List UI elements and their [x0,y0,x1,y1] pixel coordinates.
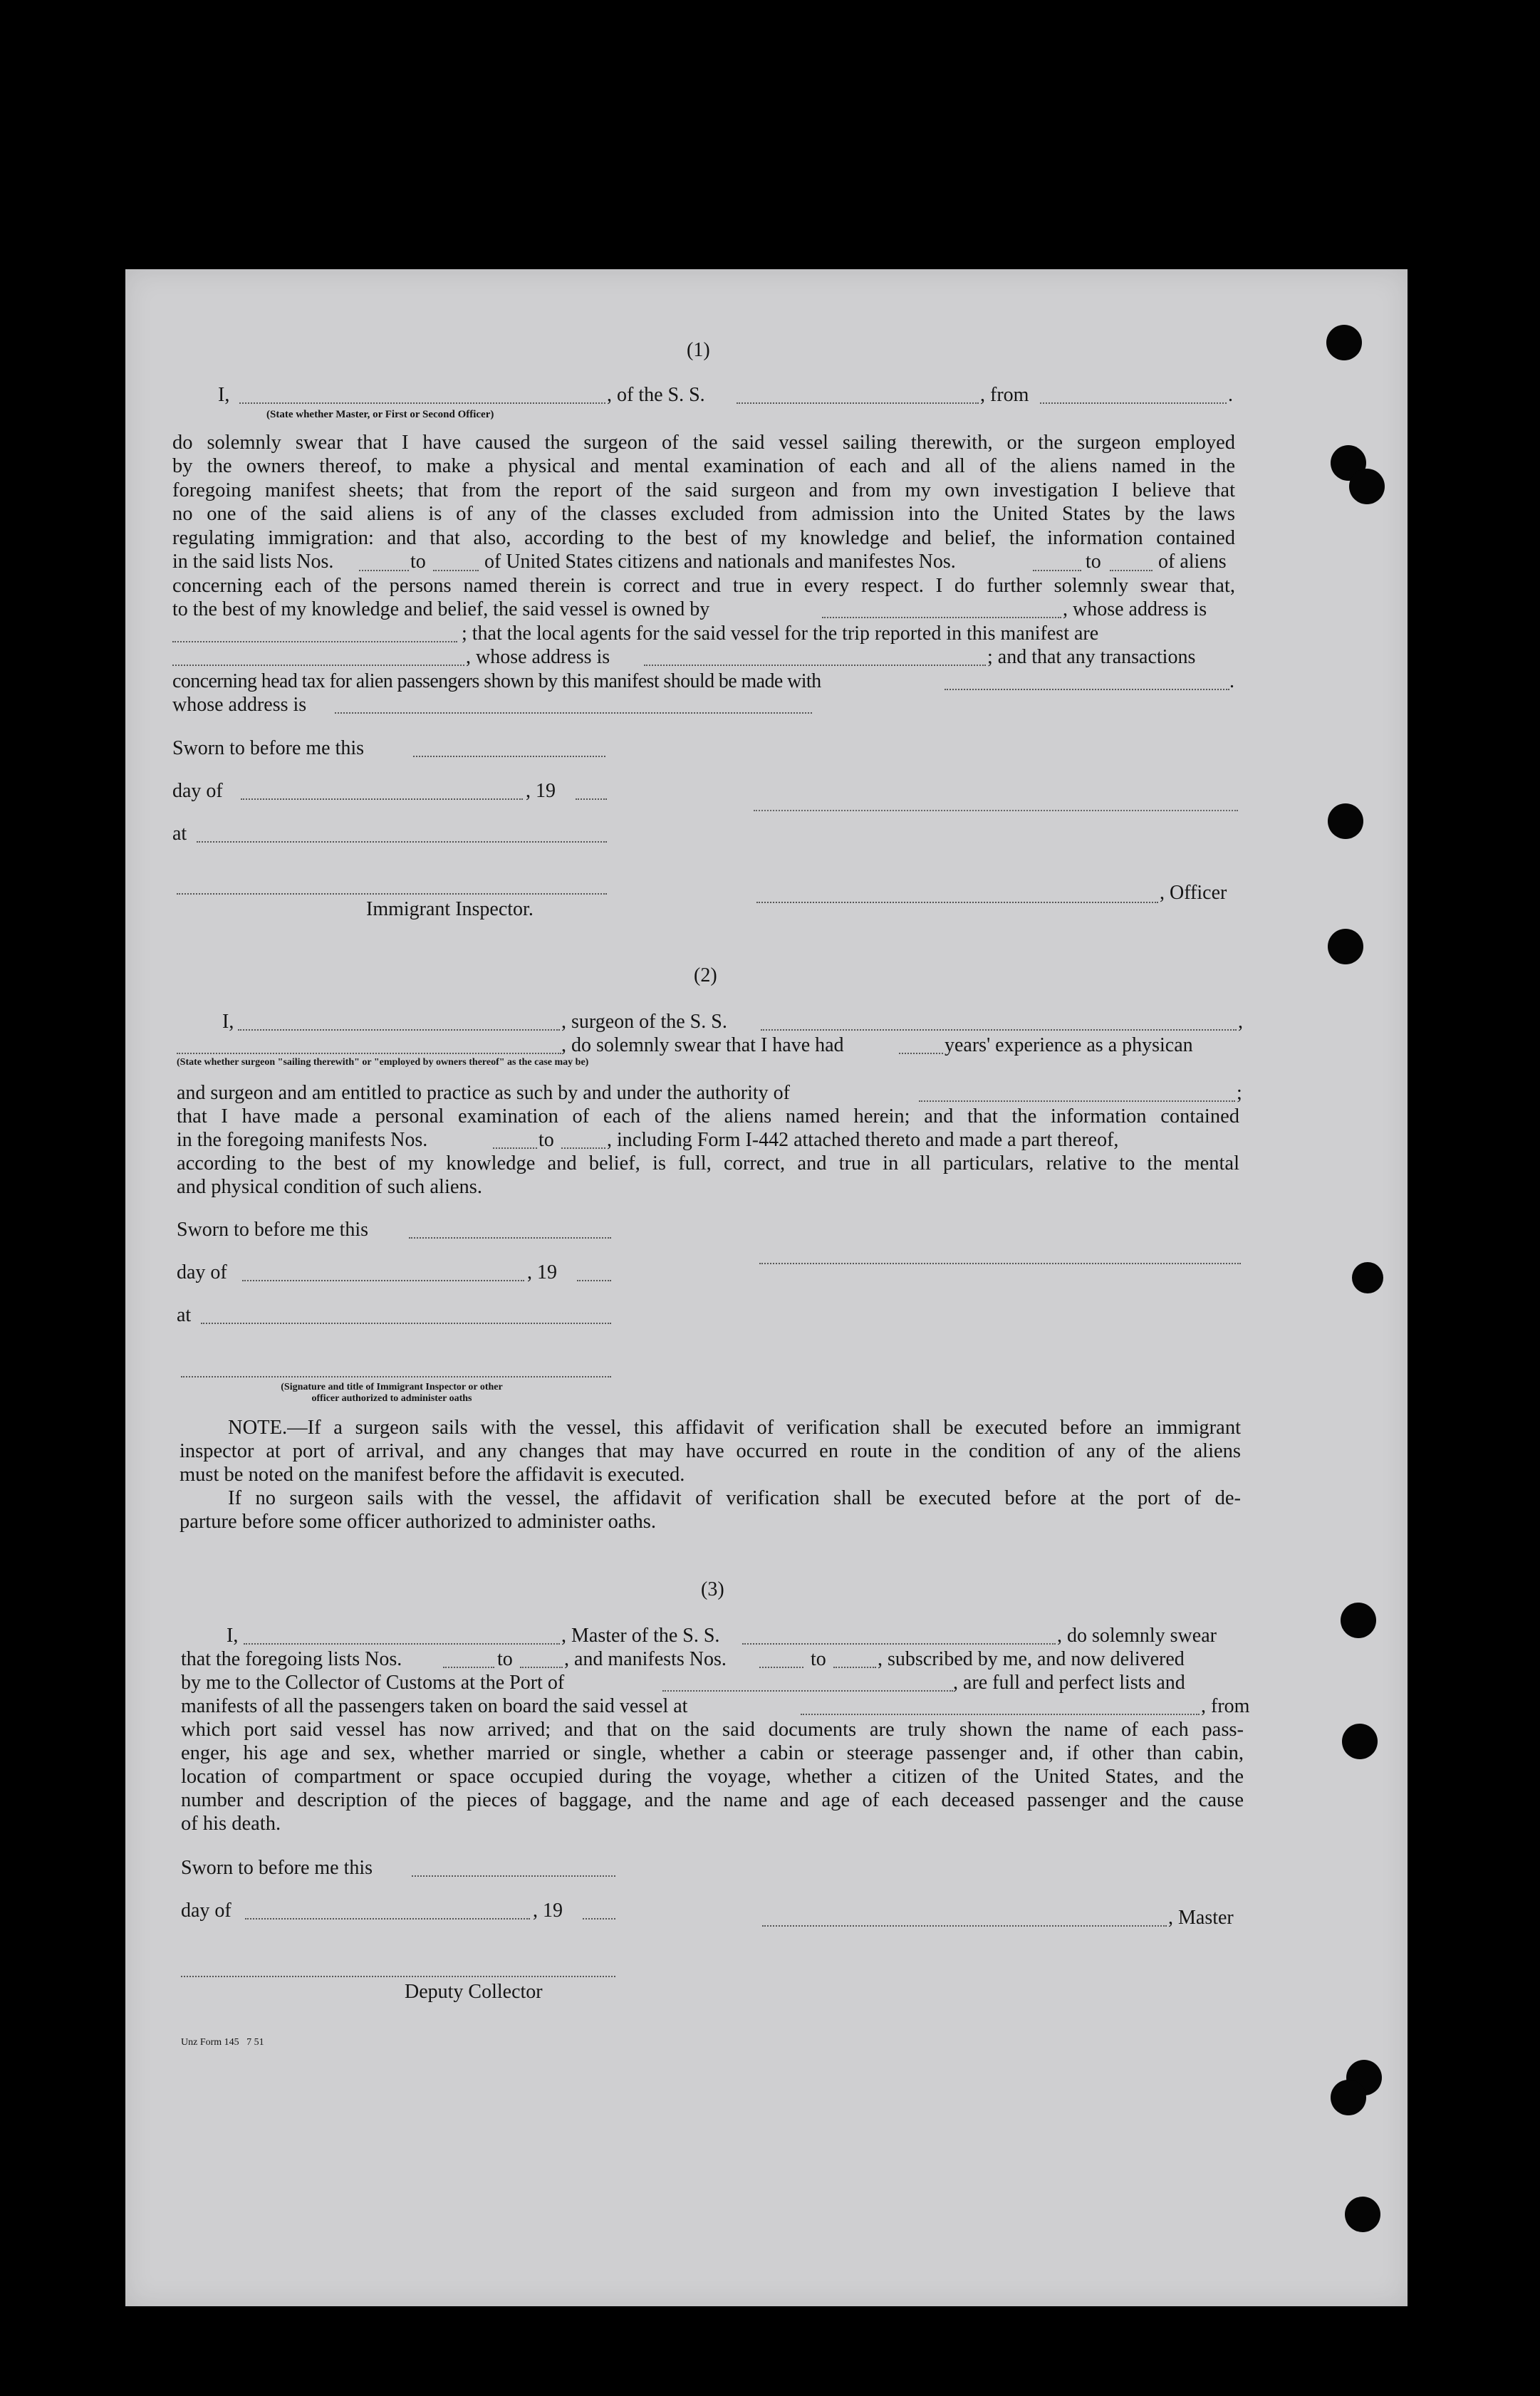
manifest-from-field[interactable] [759,1667,803,1668]
lists-text: in the said lists Nos. [172,551,334,573]
day-of-text: day of [181,1900,231,1922]
sworn-date-field[interactable] [412,1875,615,1877]
section-number: (1) [687,339,710,361]
inspector-signature-field[interactable] [181,1376,611,1377]
to-text: to [811,1648,826,1670]
citizens-text: of United States citizens and nationals and manifestes Nos. [484,551,956,573]
line-end: , [1238,1011,1243,1033]
from-port-field[interactable] [1040,402,1227,404]
oath-line: enger, his age and sex, whether married or single, whether a cabin or steerage passenger and, if other than cabin, [181,1742,1244,1764]
punch-hole [1331,2080,1366,2115]
address-text: whose address is [172,694,307,716]
section-number: (2) [694,964,717,986]
years-field[interactable] [899,1053,943,1054]
agents-field[interactable] [172,665,464,666]
collector-label: Deputy Collector [405,1981,543,2003]
oath-line: concerning each of the persons named therein is correct and true in every respect. I do further solemnly swear that, [172,575,1235,597]
address-text: , whose address is [466,646,610,668]
officer-label: , Officer [1160,882,1227,904]
oath-line: that I have made a personal examination of each of the aliens named herein; and that the information contained [177,1105,1239,1127]
manifests-text: in the foregoing manifests Nos. [177,1129,428,1151]
to-text: to [539,1129,554,1151]
section-number: (3) [701,1578,724,1600]
punch-hole [1342,1724,1378,1759]
signature-note-line: (Signature and title of Immigrant Inspector or other [281,1382,503,1392]
owner-field[interactable] [822,617,1061,618]
punch-hole [1326,325,1362,360]
master-signature-field[interactable] [762,1925,1167,1927]
year-text: , 19 [526,780,556,802]
authority-field[interactable] [919,1100,1235,1102]
punch-hole [1352,1262,1383,1293]
oath-opening: I, [222,1011,234,1033]
collector-signature-field[interactable] [181,1976,615,1977]
head-tax-field[interactable] [945,689,1229,690]
collector-text: by me to the Collector of Customs at the Port of [181,1672,565,1694]
sworn-text: Sworn to before me this [177,1219,369,1241]
note-line: parture before some officer authorized to administer oaths. [180,1511,656,1533]
signature-note [214,1382,570,1405]
swear-text: , do solemnly swear [1057,1625,1217,1647]
year-field[interactable] [583,1918,615,1920]
surgeon-type-field[interactable] [177,1053,561,1054]
sworn-text: Sworn to before me this [181,1857,373,1879]
punch-hole [1345,2197,1380,2232]
note-line: must be noted on the manifest before the affidavit is executed. [180,1464,685,1486]
day-of-text: day of [177,1261,227,1283]
oath-line: which port said vessel has now arrived; and that on the said documents are truly shown the name of each pass- [181,1719,1244,1741]
list-to-field[interactable] [433,570,479,571]
perfect-lists-text: , are full and perfect lists and [953,1672,1185,1694]
vessel-name-field[interactable] [742,1643,1056,1645]
to-text: to [410,551,426,573]
to-text: to [497,1648,513,1670]
agents-address-field[interactable] [644,665,986,666]
note-line: inspector at port of arrival, and any changes that may have occurred en route in the condition of any of the aliens [180,1440,1241,1462]
vessel-name-field[interactable] [737,402,979,404]
oath-line: of his death. [181,1813,281,1835]
surgeon-name-field[interactable] [238,1029,560,1031]
to-text: to [1086,551,1101,573]
at-field[interactable] [197,841,607,843]
line-end: . [1228,384,1233,406]
authority-text: and surgeon and am entitled to practice as such by and under the authority of [177,1082,790,1104]
at-text: at [172,823,187,845]
master-name-field[interactable] [244,1643,560,1645]
passengers-text: manifests of all the passengers taken on board the said vessel at [181,1695,688,1717]
aliens-text: of aliens [1158,551,1227,573]
lists-text: that the foregoing lists Nos. [181,1648,402,1670]
line-end: . [1229,670,1234,692]
punch-hole [1328,803,1363,839]
surgeon-type-note: (State whether surgeon "sailing therewith" or "employed by owners thereof" as the case may be) [177,1057,589,1068]
year-text: , 19 [527,1261,557,1283]
punch-hole [1349,469,1385,504]
oath-line: foregoing manifest sheets; that from the report of the said surgeon and from my own investigation I believe that [172,479,1235,501]
sworn-date-field[interactable] [413,756,605,757]
inspector-signature-field[interactable] [177,893,607,895]
oath-line: and physical condition of such aliens. [177,1176,482,1198]
manifest-to-field[interactable] [561,1147,605,1149]
owned-by-text: to the best of my knowledge and belief, the said vessel is owned by [172,598,710,620]
of-ss-text: , of the S. S. [607,384,705,406]
line-end: ; [1237,1082,1242,1104]
form-number: Unz Form 145 7 51 [181,2037,264,2048]
manifests-text: , and manifests Nos. [564,1648,727,1670]
surgeon-signature-field[interactable] [759,1263,1241,1264]
embark-port-field[interactable] [801,1714,1200,1715]
from-text: , from [980,384,1029,406]
oath-line: regulating immigration: and that also, according to the best of my knowledge and belief, the information contained [172,527,1235,549]
oath-opening: I, [218,384,230,406]
day-of-field[interactable] [242,1280,524,1281]
port-field[interactable] [662,1690,953,1692]
vessel-name-field[interactable] [761,1029,1237,1031]
oath-line: do solemnly swear that I have caused the surgeon of the said vessel sailing therewith, or the surgeon employed [172,432,1235,454]
list-to-field[interactable] [520,1667,563,1668]
day-of-field[interactable] [245,1918,530,1920]
rank-note: (State whether Master, or First or Second Officer) [266,409,494,420]
from-text: , from [1201,1695,1250,1717]
officer-rank-field[interactable] [239,402,605,404]
at-text: at [177,1304,192,1326]
inspector-label: Immigrant Inspector. [366,898,534,920]
address-text: , whose address is [1063,598,1207,620]
owner-address-field[interactable] [172,641,457,642]
oath-line: by the owners thereof, to make a physical and mental examination of each and all of the aliens named in the [172,455,1235,477]
note-line: If no surgeon sails with the vessel, the affidavit of verification shall be executed before at the port of de- [228,1487,1241,1509]
head-tax-address-field[interactable] [335,712,812,714]
experience-text: years' experience as a physican [945,1034,1193,1056]
punch-hole [1341,1603,1376,1638]
transactions-text: ; and that any transactions [987,646,1196,668]
oath-line: location of compartment or space occupied during the voyage, whether a citizen of the United States, and the [181,1766,1244,1788]
swear-text: , do solemnly swear that I have had [561,1034,844,1056]
manifest-to-field[interactable] [833,1667,876,1668]
oath-line: according to the best of my knowledge and belief, is full, correct, and true in all particulars, relative to the mental [177,1152,1239,1174]
year-field[interactable] [577,1280,611,1281]
surgeon-of-text: , surgeon of the S. S. [561,1011,727,1033]
year-text: , 19 [533,1900,563,1922]
signature-note-line: officer authorized to administer oaths [311,1393,472,1404]
at-field[interactable] [201,1323,611,1324]
sworn-text: Sworn to before me this [172,737,365,759]
manifest-from-field[interactable] [493,1147,537,1149]
list-from-field[interactable] [359,570,409,571]
day-of-text: day of [172,780,223,802]
sworn-date-field[interactable] [409,1237,611,1239]
agents-text: ; that the local agents for the said vessel for the trip reported in this manifest are [462,623,1099,645]
oath-opening: I, [227,1625,239,1647]
signature-line[interactable] [754,810,1238,811]
punch-hole [1328,929,1363,964]
master-of-text: , Master of the S. S. [561,1625,720,1647]
delivered-text: , subscribed by me, and now delivered [878,1648,1185,1670]
oath-line: no one of the said aliens is of any of the classes excluded from admission into the United States by the laws [172,503,1235,525]
note-line: NOTE.—If a surgeon sails with the vessel, this affidavit of verification shall be executed before an immigrant [228,1417,1241,1439]
master-label: , Master [1168,1907,1234,1929]
form-text: , including Form I-442 attached thereto and made a part thereof, [607,1129,1119,1151]
head-tax-text: concerning head tax for alien passengers shown by this manifest should be made with [172,670,821,692]
officer-signature-field[interactable] [756,902,1158,903]
day-of-field[interactable] [241,798,523,800]
year-field[interactable] [576,798,607,800]
manifest-from-field[interactable] [1033,570,1081,571]
list-from-field[interactable] [443,1667,494,1668]
manifest-to-field[interactable] [1110,570,1153,571]
oath-line: number and description of the pieces of baggage, and the name and age of each deceased passenger and the cause [181,1789,1244,1811]
